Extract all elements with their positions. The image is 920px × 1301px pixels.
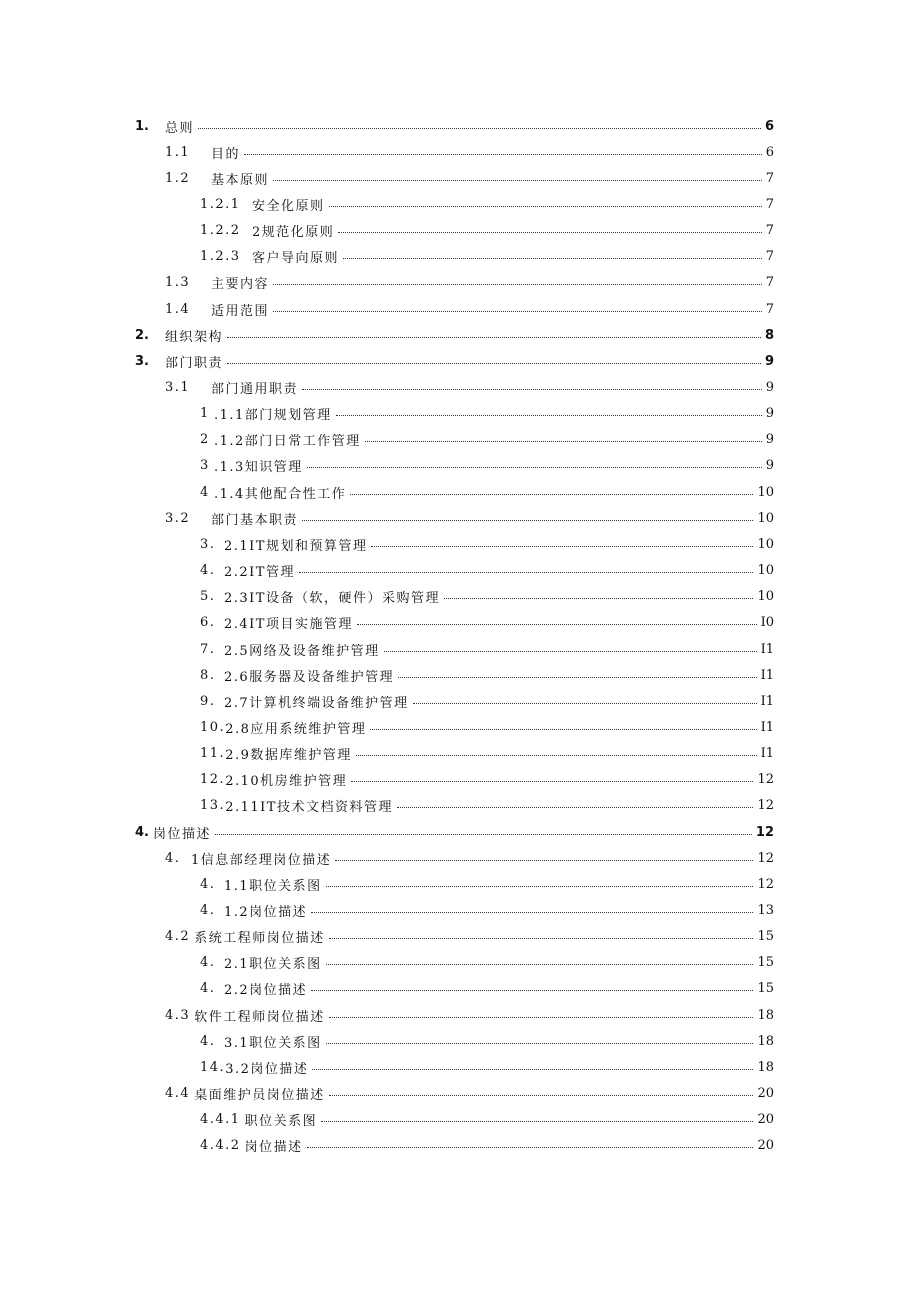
toc-entry-number: 1 [200,406,210,422]
toc-dot-leader [384,651,757,652]
toc-entry-number: 3. [200,536,216,552]
toc-entry[interactable] [200,531,774,557]
toc-entry-number: 3 [200,458,210,474]
toc-entry-page: 9 [764,353,774,369]
toc-entry[interactable] [200,714,774,740]
toc-entry-page: 12 [757,850,774,866]
toc-entry-title: 软件工程师岗位描述 [194,1009,325,1025]
toc-entry-title: 安全化原则 [252,198,325,214]
toc-entry-title: 组织架构 [165,329,224,345]
toc-entry-title: 主要内容 [211,277,270,293]
toc-dot-leader [302,389,762,390]
toc-entry-title: 2.7计算机终端设备维护管理 [224,695,409,711]
toc-entry-number: 1.3 [165,275,191,291]
toc-entry-title: 2.8应用系统维护管理 [225,721,367,737]
toc-entry-number: 1.4 [165,301,191,317]
toc-entry-number: 5. [200,589,216,605]
toc-dot-leader [215,834,752,835]
toc-dot-leader [370,729,756,730]
toc-dot-leader [307,1147,754,1148]
toc-entry-page: 12 [757,772,774,788]
toc-entry[interactable] [135,113,774,139]
toc-dot-leader [329,938,754,939]
toc-dot-leader [326,886,754,887]
toc-entry-page: 7 [765,301,774,317]
toc-entry-number: 1.2.3 [200,249,241,265]
toc-entry-number: 1. [135,118,149,134]
toc-entry-page: 20 [757,1086,774,1101]
toc-entry-number: 2 [200,432,210,448]
toc-dot-leader [273,311,762,312]
toc-entry[interactable] [200,479,774,505]
toc-entry-page: 7 [765,170,774,186]
toc-entry-title: 1.2岗位描述 [224,905,308,920]
toc-entry-page: I0 [760,615,774,631]
toc-entry-page: 15 [757,955,774,971]
toc-dot-leader [397,807,754,808]
toc-dot-leader [321,1121,753,1122]
toc-entry[interactable] [200,871,774,897]
toc-entry-page: 20 [757,1112,774,1128]
toc-entry-number: 4.3 [165,1007,191,1023]
toc-entry-number: 4. [200,876,216,892]
toc-dot-leader [273,284,762,285]
toc-entry[interactable] [200,662,774,688]
toc-entry[interactable] [200,898,774,924]
toc-entry[interactable] [165,1002,774,1028]
toc-dot-leader [335,860,753,861]
toc-entry-title: 2.6服务器及设备维护管理 [224,669,395,685]
toc-entry[interactable] [200,976,774,1002]
toc-entry-title: 3.1职位关系图 [224,1035,322,1051]
toc-entry[interactable] [200,244,774,270]
toc-entry-page: 7 [765,196,774,212]
toc-entry-title: 部门职责 [165,355,224,371]
toc-entry-page: 18 [757,1007,774,1023]
toc-entry-number: 11. [200,746,226,762]
toc-entry-page: I1 [760,746,774,762]
toc-entry-page: I1 [760,693,774,709]
toc-dot-leader [326,964,754,965]
toc-entry-title: 2.1IT规划和预算管理 [224,538,368,554]
toc-entry-number: 4. [200,955,216,971]
toc-entry[interactable] [165,845,774,871]
toc-entry-number: 9. [200,693,216,709]
toc-entry-title: 岗位描述 [244,1140,303,1156]
toc-entry-title: 岗位描述 [152,826,211,842]
toc-dot-leader [351,781,753,782]
toc-entry-title: 2.1职位关系图 [224,957,322,973]
toc-dot-leader [244,154,762,155]
toc-entry[interactable] [165,505,774,531]
toc-entry-number: 12. [200,772,226,788]
toc-dot-leader [312,1069,753,1070]
toc-entry-page: 12 [755,824,774,840]
toc-entry-number: 13. [200,798,226,814]
toc-entry[interactable] [165,139,774,165]
toc-dot-leader [398,677,756,678]
toc-entry-title: .1.2部门日常工作管理 [214,434,361,450]
toc-dot-leader [444,598,753,599]
toc-entry-number: 4. [135,824,149,840]
toc-entry-page: 7 [765,249,774,265]
toc-entry-title: 基本原则 [211,172,270,188]
toc-entry-page: I1 [760,641,774,657]
toc-entry-title: 2.11IT技术文档资料管理 [225,800,393,816]
toc-entry[interactable] [200,558,774,584]
toc-entry-title: 职位关系图 [244,1114,318,1130]
toc-entry-number: 4.4.2 [200,1138,241,1154]
toc-entry-number: 4. [200,903,216,918]
toc-entry[interactable] [200,1028,774,1054]
toc-entry-page: 9 [765,432,774,448]
toc-entry[interactable] [165,375,774,401]
toc-entry-number: 4.4.1 [200,1112,241,1128]
toc-entry-number: 4. [200,981,216,997]
toc-entry[interactable] [200,636,774,662]
toc-entry-page: 10 [757,589,774,605]
toc-dot-leader [343,258,762,259]
toc-entry[interactable] [200,401,774,427]
toc-entry-title: 1信息部经理岗位描述 [191,852,332,868]
toc-entry-title: 桌面维护员岗位描述 [194,1088,325,1103]
toc-dot-leader [356,755,757,756]
toc-entry-number: 1.2 [165,170,191,186]
toc-dot-leader [299,572,753,573]
toc-entry-page: 8 [764,327,774,343]
toc-entry-title: 2.4IT项目实施管理 [224,617,353,633]
toc-entry-title: 2规范化原则 [252,225,335,241]
toc-dot-leader [329,1095,754,1096]
toc-entry[interactable] [165,1081,774,1107]
toc-entry-number: 3. [135,353,149,369]
toc-entry-page: 10 [757,510,774,526]
toc-entry[interactable] [165,270,774,296]
toc-entry-title: 总则 [165,120,195,136]
toc-entry-page: 9 [765,458,774,474]
toc-entry-page: 18 [757,1033,774,1049]
toc-entry[interactable] [200,1133,774,1159]
toc-entry-title: 部门通用职责 [211,382,299,397]
toc-entry-title: 2.5网络及设备维护管理 [224,643,380,659]
toc-entry-title: 2.9数据库维护管理 [225,748,352,764]
toc-entry-number: 4. [200,1033,216,1049]
toc-entry-page: 6 [764,118,774,134]
toc-dot-leader [307,467,762,468]
toc-entry[interactable] [200,1107,774,1133]
toc-entry-number: 3.1 [165,380,191,395]
toc-dot-leader [338,232,761,233]
toc-entry-title: .1.3知识管理 [214,460,303,476]
toc-entry-number: 8. [200,667,216,683]
toc-entry[interactable] [135,348,774,374]
toc-entry[interactable] [200,741,774,767]
toc-entry-number: 4.4 [165,1086,191,1101]
toc-entry-number: 1.2.1 [200,196,241,212]
toc-entry-page: 10 [757,536,774,552]
toc-entry-page: 10 [757,484,774,500]
toc-entry-number: 14. [200,1059,226,1075]
toc-dot-leader [227,363,761,364]
toc-entry-number: 4 [200,484,210,500]
toc-entry-title: .1.1部门规划管理 [214,408,332,424]
toc-dot-leader [326,1043,754,1044]
toc-dot-leader [302,520,753,521]
toc-entry-page: 7 [765,223,774,239]
toc-dot-leader [227,337,761,338]
toc-dot-leader [329,206,762,207]
toc-entry[interactable] [200,688,774,714]
toc-entry-page: 18 [757,1059,774,1075]
toc-dot-leader [413,703,757,704]
toc-entry-number: 4. [200,563,216,578]
toc-entry-page: 12 [757,876,774,892]
toc-entry-page: I1 [760,667,774,683]
toc-entry-title: 3.2岗位描述 [225,1061,309,1077]
toc-entry-title: 2.3IT设备（软，硬件）采购管理 [224,591,440,607]
toc-entry[interactable] [200,453,774,479]
toc-entry[interactable] [200,793,774,819]
toc-entry-page: 15 [757,981,774,997]
toc-entry-number: 4. [165,850,181,866]
toc-entry[interactable] [135,322,774,348]
toc-entry[interactable] [135,819,774,845]
toc-dot-leader [365,441,762,442]
toc-entry-number: 1.2.2 [200,223,241,239]
toc-entry-title: 2.10机房维护管理 [225,774,348,790]
toc-entry-number: 10. [200,719,226,735]
toc-entry-title: 适用范围 [211,303,270,319]
toc-entry[interactable] [200,191,774,217]
toc-entry[interactable] [200,218,774,244]
toc-entry-page: I1 [760,719,774,735]
toc-entry-title: .1.4其他配合性工作 [214,486,347,502]
toc-entry[interactable] [165,924,774,950]
toc-entry-page: 20 [757,1138,774,1154]
toc-entry[interactable] [200,584,774,610]
toc-entry-number: 2. [135,327,149,343]
toc-dot-leader [198,128,761,129]
toc-dot-leader [371,546,753,547]
toc-entry-page: 12 [757,798,774,814]
toc-entry[interactable] [200,767,774,793]
toc-entry[interactable] [200,1054,774,1080]
toc-entry[interactable] [200,610,774,636]
toc-entry-page: 10 [757,563,774,578]
toc-entry-title: 1.1职位关系图 [224,878,322,894]
toc-dot-leader [357,624,757,625]
toc-entry-number: 3.2 [165,510,191,526]
toc-entry-page: 15 [757,929,774,945]
toc-entry-number: 4.2 [165,929,191,945]
toc-entry[interactable] [200,427,774,453]
toc-entry-title: 2.2岗位描述 [224,983,308,999]
toc-entry[interactable] [200,950,774,976]
toc-entry-page: 6 [765,144,774,160]
toc-entry-number: 1.1 [165,144,191,160]
toc-dot-leader [329,1017,754,1018]
toc-entry-title: 部门基本职责 [211,512,299,528]
toc-entry-page: 7 [765,275,774,291]
toc-dot-leader [311,912,753,913]
toc-entry[interactable] [165,296,774,322]
toc-entry-title: 系统工程师岗位描述 [194,931,325,947]
toc-entry-page: 9 [765,380,774,395]
toc-entry-title: 2.2IT管理 [224,565,295,580]
toc-dot-leader [336,415,762,416]
toc-dot-leader [350,494,753,495]
toc-entry[interactable] [165,165,774,191]
toc-entry-page: 13 [757,903,774,918]
toc-dot-leader [273,180,762,181]
toc-entry-title: 目的 [211,146,241,162]
toc-dot-leader [311,990,753,991]
toc-entry-number: 6. [200,615,216,631]
toc-entry-number: 7. [200,641,216,657]
toc-entry-title: 客户导向原则 [252,251,340,267]
toc-entry-page: 9 [765,406,774,422]
